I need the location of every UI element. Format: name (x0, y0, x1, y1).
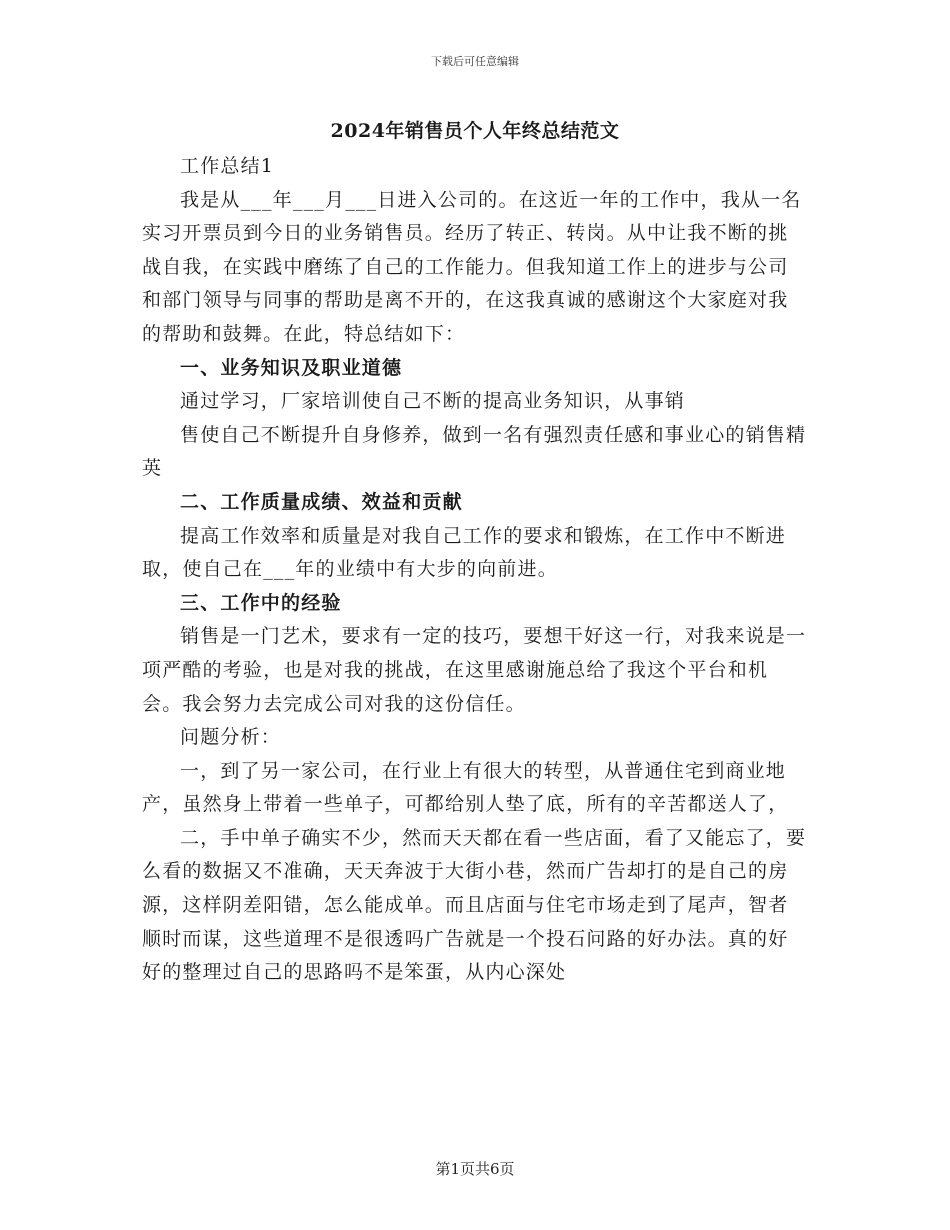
body-paragraph: 售使自己不断提升自身修养，做到一名有强烈责任感和事业心的销售精英 (142, 423, 807, 480)
body-paragraph: 二，手中单子确实不少，然而天天都在看一些店面，看了又能忘了，要么看的数据又不准确，天天奔波于大街小巷，然而广告却打的是自己的房源，这样阴差阳错，怎么能成单。而且店面与住宅市场走到了尾声，智者顺时而谋，这些道理不是很透吗广告就是一个投石问路的好办法。真的好好的整理过自己的思路吗不是笨蛋，从内心深处 (142, 826, 807, 984)
body-paragraph: 问题分析： (180, 726, 282, 749)
header-note: 下载后可任意编辑 (431, 55, 519, 68)
document-body (142, 150, 808, 990)
page-footer: 第1页共6页 (435, 1160, 515, 1178)
body-paragraph: 一，到了另一家公司，在行业上有很大的转型，从普通住宅到商业地产，虽然身上带着一些单子，可都给别人垫了底，所有的辛苦都送人了， (142, 759, 789, 816)
section-heading: 二、工作质量成绩、效益和贡献 (180, 490, 463, 513)
body-paragraph: 通过学习，厂家培训使自己不断的提高业务知识，从事销 (180, 390, 686, 413)
section-heading: 三、工作中的经验 (180, 591, 342, 614)
body-paragraph: 销售是一门艺术，要求有一定的技巧，要想干好这一行，对我来说是一项严酷的考验，也是对我的挑战，在这里感谢施总给了我这个平台和机会。我会努力去完成公司对我的这份信任。 (142, 625, 807, 715)
section-heading: 一、业务知识及职业道德 (180, 356, 403, 379)
section-label: 工作总结1 (180, 155, 275, 177)
body-paragraph: 提高工作效率和质量是对我自己工作的要求和锻炼，在工作中不断进取，使自己在___年的业绩中有大步的向前进。 (142, 524, 787, 581)
body-paragraph: 我是从___年___月___日进入公司的。在这近一年的工作中，我从一名实习开票员到今日的业务销售员。经历了转正、转岗。从中让我不断的挑战自我，在实践中磨练了自己的工作能力。但我知道工作上的进步与公司和部门领导与同事的帮助是离不开的，在这我真诚的感谢这个大家庭对我的帮助和鼓舞。在此，特总结如下： (142, 188, 802, 345)
document-title: 2024年销售员个人年终总结范文 (330, 120, 620, 142)
